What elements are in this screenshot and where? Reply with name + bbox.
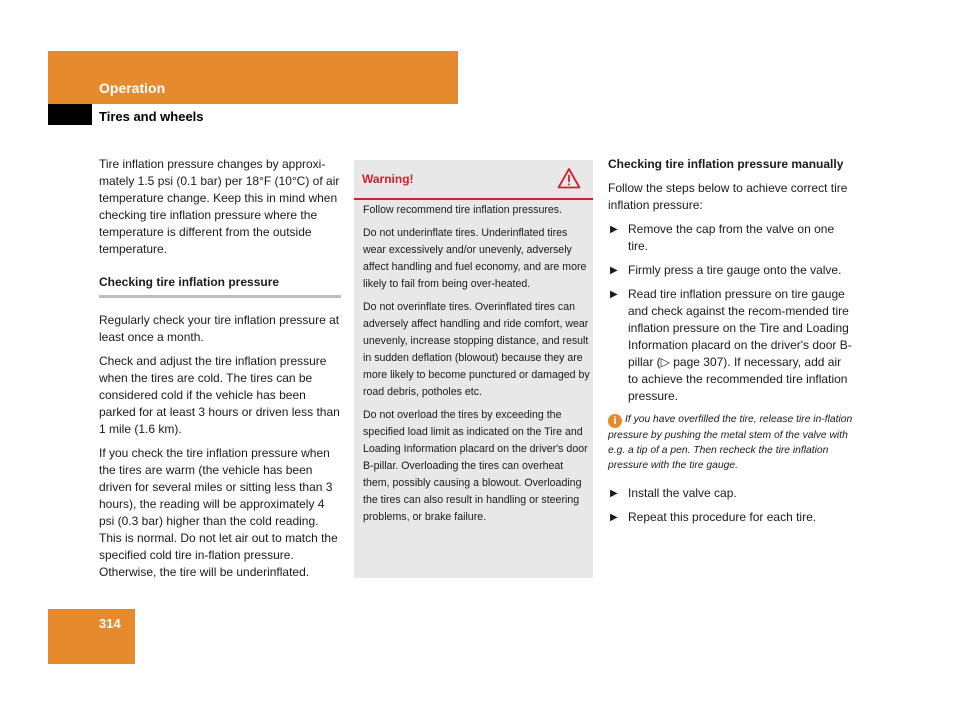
section-title: Operation: [99, 80, 166, 96]
list-item: [608, 509, 854, 526]
paragraph: If you check the tire inflation pressure when the tires are warm (the vehicle has been driven for several miles or sitting less than 3 hours), the reading will be approximately 4 psi (0.3 bar) higher than the cold reading. This is normal. Do not let air out to match the specified cold tire in-flation pressure. Otherwise, the tire will be underinflated.: [99, 446, 338, 579]
bullet-arrow-icon: ▶: [610, 488, 618, 499]
list-item: [608, 485, 854, 502]
section-heading: Checking tire inflation pressure: [99, 274, 341, 298]
step-text: Firmly press a tire gauge onto the valve.: [628, 263, 842, 277]
bullet-arrow-icon: ▶: [610, 512, 618, 523]
list-item: [608, 262, 854, 279]
bullet-arrow-icon: ▶: [610, 265, 618, 276]
info-note: [608, 412, 854, 473]
section-tab-marker: [48, 104, 92, 125]
step-text: Install the valve cap.: [628, 486, 737, 500]
warning-box: [354, 160, 593, 578]
info-icon: i: [608, 414, 622, 428]
page-number-box: [48, 609, 135, 664]
paragraph: Tire inflation pressure changes by approxi-mately 1.5 psi (0.1 bar) per 18°F (10°C) of air temperature change. Keep this in mind when checking tire inflation pressure where the temperature is different from the outside temperature.: [99, 157, 340, 256]
paragraph: Follow the steps below to achieve correct tire inflation pressure:: [608, 181, 848, 212]
warning-paragraph: Do not underinflate tires. Underinflated tires wear excessively and/or unevenly, adversely affect handling and fuel economy, and are more likely to fail from being over-heated.: [363, 227, 587, 290]
info-text: If you have overfilled the tire, release tire in-flation pressure by pushing the metal stem of the valve with e.g. a tip of a pen. Then recheck the tire inflation pressure with the tire gauge.: [608, 414, 853, 471]
bullet-arrow-icon: ▶: [610, 289, 618, 300]
page-number: 314: [99, 616, 121, 631]
header-bar: [48, 51, 458, 104]
list-item: [608, 221, 854, 255]
subsection-title: Tires and wheels: [99, 109, 204, 124]
step-list: [608, 221, 854, 405]
left-column: [99, 156, 341, 588]
warning-paragraph: Do not overload the tires by exceeding the specified load limit as indicated on the Tire and Loading Information placard on the driver's door B-pillar. Overloading the tires can overheat them, possibly causing a blowout. Overloading the tires can also result in handling or steering problems, or brake failure.: [363, 409, 588, 523]
list-item: [608, 286, 854, 405]
bullet-arrow-icon: ▶: [610, 224, 618, 235]
warning-paragraph: Do not overinflate tires. Overinflated tires can adversely affect handling and ride comfort, wear unevenly, increase stopping distance, and result in sudden deflation (blowout) because they are more likely to become punctured or damaged by road debris, potholes etc.: [363, 301, 590, 398]
right-column: [608, 156, 854, 533]
warning-body: [363, 202, 591, 532]
paragraph: Regularly check your tire inflation pressure at least once a month.: [99, 313, 340, 344]
warning-title: Warning!: [362, 172, 414, 186]
paragraph: Check and adjust the tire inflation pressure when the tires are cold. The tires can be considered cold if the vehicle has been parked for at least 3 hours or driven less than 1 mile (1.6 km).: [99, 354, 340, 436]
step-list: [608, 485, 854, 526]
warning-header: [354, 160, 593, 200]
step-text: Read tire inflation pressure on tire gauge and check against the recom-mended tire inflation pressure on the Tire and Loading Information placard on the driver's door B-pillar (▷ page 307). If necessary, add air to achieve the recommended tire inflation pressure.: [628, 287, 852, 403]
step-text: Repeat this procedure for each tire.: [628, 510, 817, 524]
warning-paragraph: Follow recommend tire inflation pressures.: [363, 204, 563, 216]
step-text: Remove the cap from the valve on one tire.: [628, 222, 835, 253]
warning-triangle-icon: [557, 167, 581, 189]
section-heading: Checking tire inflation pressure manually: [608, 157, 844, 171]
